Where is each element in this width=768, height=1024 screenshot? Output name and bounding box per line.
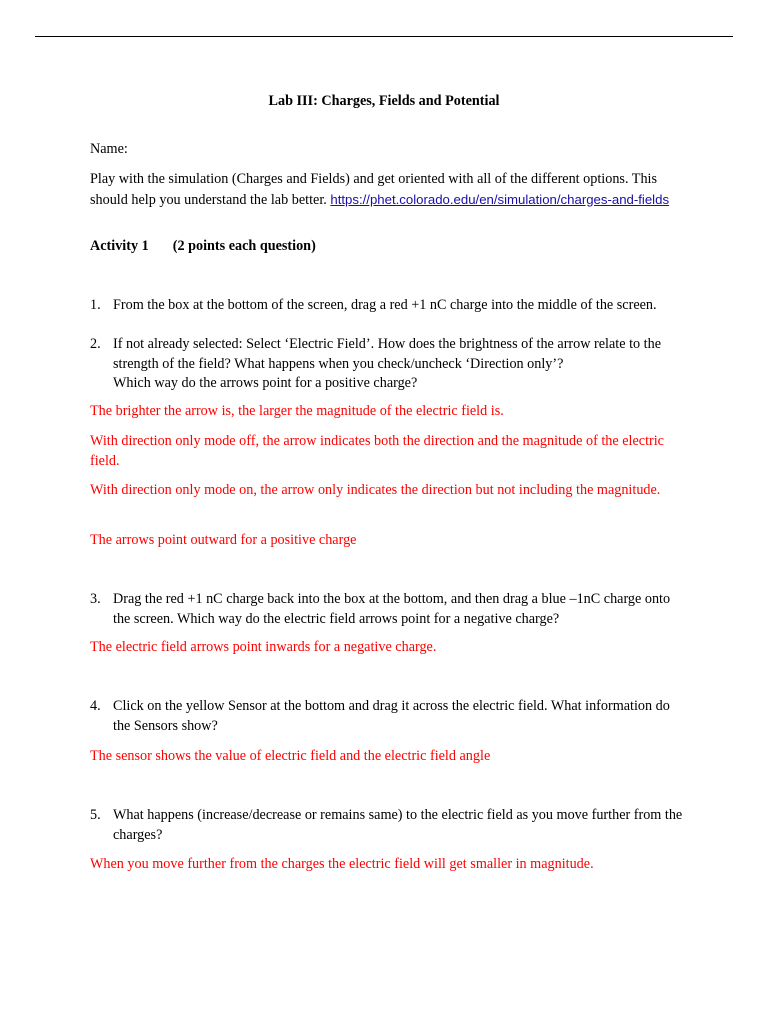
answer-2-direction-on: With direction only mode on, the arrow only indicates the direction but not including the magnitude. [90,482,661,498]
question-text-continued: Which way do the arrows point for a positive charge? [113,375,418,391]
name-label: Name: [90,141,128,157]
answer-2-positive: The arrows point outward for a positive charge [90,532,357,548]
answer-4: The sensor shows the value of electric field and the electric field angle [90,748,491,764]
header-rule [35,36,733,37]
question-3 [90,590,685,629]
answer-5: When you move further from the charges the electric field will get smaller in magnitude. [90,856,594,872]
activity-points: (2 points each question) [172,238,316,254]
question-number: 2. [90,336,101,352]
intro-paragraph [90,170,685,210]
question-number: 5. [90,807,101,823]
question-number: 4. [90,698,101,714]
question-text: Click on the yellow Sensor at the bottom and drag it across the electric field. What information do the Sensors show? [113,698,670,734]
question-number: 3. [90,591,101,607]
answer-3: The electric field arrows point inwards for a negative charge. [90,639,437,655]
question-text: Drag the red +1 nC charge back into the box at the bottom, and then drag a blue –1nC charge onto the screen. Which way do the electric field arrows point for a negative charge? [113,591,671,627]
question-text: If not already selected: Select ‘Electric Field’. How does the brightness of the arrow relate to the strength of the field? What happens when you check/uncheck ‘Direction only’? [113,336,661,372]
answer-2-brightness: The brighter the arrow is, the larger the magnitude of the electric field is. [90,403,504,419]
simulation-link[interactable]: https://phet.colorado.edu/en/simulation/charges-and-fields [330,191,670,207]
activity-heading [90,237,316,257]
page-title: Lab III: Charges, Fields and Potential [268,93,500,109]
question-number: 1. [90,297,101,313]
question-1 [90,296,685,316]
question-5 [90,806,685,845]
intro-text: Play with the simulation (Charges and Fields) and get oriented with all of the different options. This should help you understand the lab better. [90,171,658,208]
question-text: What happens (increase/decrease or remains same) to the electric field as you move further from the charges? [113,807,683,843]
activity-label: Activity 1 [90,238,149,254]
question-4 [90,697,685,736]
question-2 [90,335,685,394]
question-text: From the box at the bottom of the screen, drag a red +1 nC charge into the middle of the screen. [113,297,657,313]
answer-2-direction-off: With direction only mode off, the arrow indicates both the direction and the magnitude of the electric field. [90,433,664,469]
